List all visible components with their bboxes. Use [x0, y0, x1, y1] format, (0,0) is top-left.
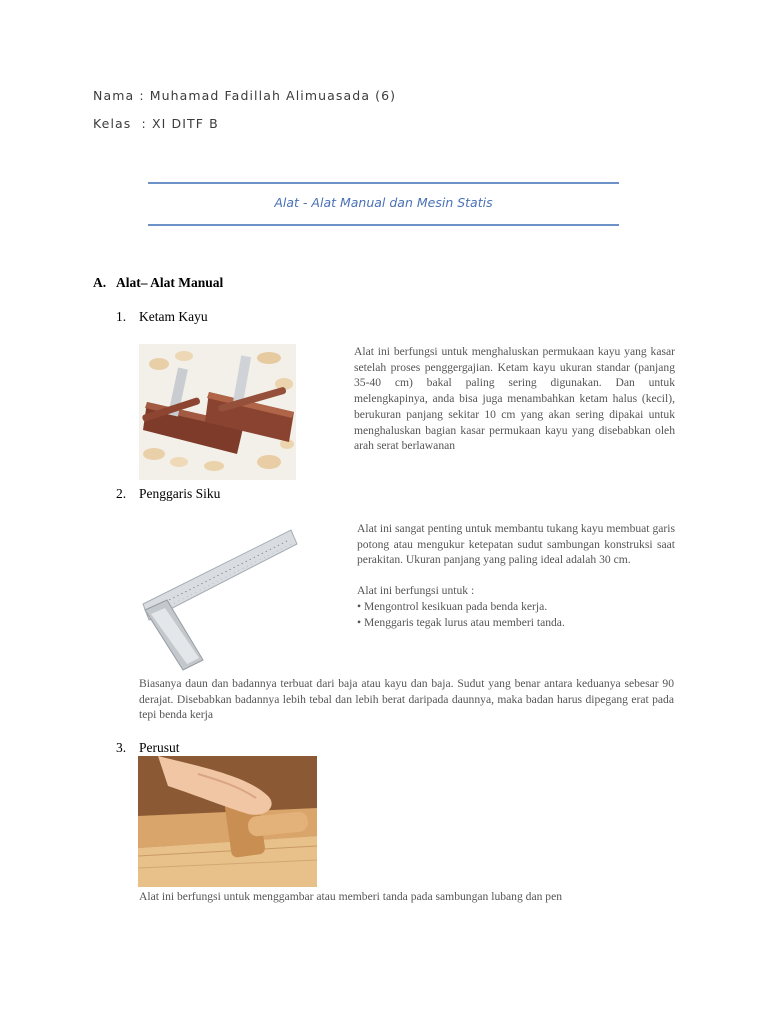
section-title: Alat– Alat Manual: [116, 275, 224, 290]
item-1-description: Alat ini berfungsi untuk menghaluskan permukaan kayu yang kasar setelah proses penggergajian. Ketam kayu ukuran standar (panjang 35-40 cm) bakal paling sering digunakan. Dan untuk melengkapinya, anda bisa juga menambahkan ketam halus (kecil), berukuran panjang sekitar 10 cm yang akan sering dipakai untuk menghaluskan bagian kasar permukaan kayu yang disebabkan oleh arah serat berlawanan: [354, 345, 675, 453]
item-3-description: Alat ini berfungsi untuk menggambar atau memberi tanda pada sambungan lubang dan pen: [139, 890, 563, 903]
item-1-number: 1.: [116, 309, 127, 324]
student-name: Nama : Muhamad Fadillah Alimuasada (6): [93, 88, 397, 103]
student-class: Kelas : XI DITF B: [93, 116, 219, 131]
item-1-title: Ketam Kayu: [139, 309, 208, 324]
item-2-number: 2.: [116, 486, 127, 501]
item-2-description: Alat ini sangat penting untuk membantu tukang kayu membuat garis potong atau mengukur ketepatan sudut sambungan konstruksi saat perakitan. Ukuran panjang yang paling ideal adalah 30 cm.: [357, 522, 675, 567]
item-2-function-1: • Mengontrol kesikuan pada benda kerja.: [357, 599, 548, 613]
item-2-title: Penggaris Siku: [139, 486, 221, 501]
title-rule-top: [148, 182, 619, 184]
item-3-number: 3.: [116, 740, 127, 755]
item-2-description-block: [357, 521, 675, 630]
wood-plane-photo: [139, 344, 296, 480]
section-marker: A.: [93, 275, 107, 290]
try-square-photo: [139, 522, 299, 672]
item-1-description-block: [354, 344, 675, 454]
item-2-function-2: • Menggaris tegak lurus atau memberi tanda.: [357, 615, 565, 629]
document-title: Alat - Alat Manual dan Mesin Statis: [274, 195, 493, 210]
item-2-functions-intro: Alat ini berfungsi untuk :: [357, 584, 475, 598]
marking-gauge-photo: [138, 756, 317, 887]
item-2-extra: Biasanya daun dan badannya terbuat dari baja atau kayu dan baja. Sudut yang benar antara keduanya sebesar 90 derajat. Disebabkan badannya lebih tebal dan lebih berat daripada daunnya, maka badan harus dipegang erat pada tepi benda kerja: [139, 677, 674, 722]
title-rule-bottom: [148, 224, 619, 226]
item-3-description-block: [139, 889, 674, 905]
item-3-title: Perusut: [139, 740, 180, 755]
item-2-extra-block: [139, 676, 674, 723]
